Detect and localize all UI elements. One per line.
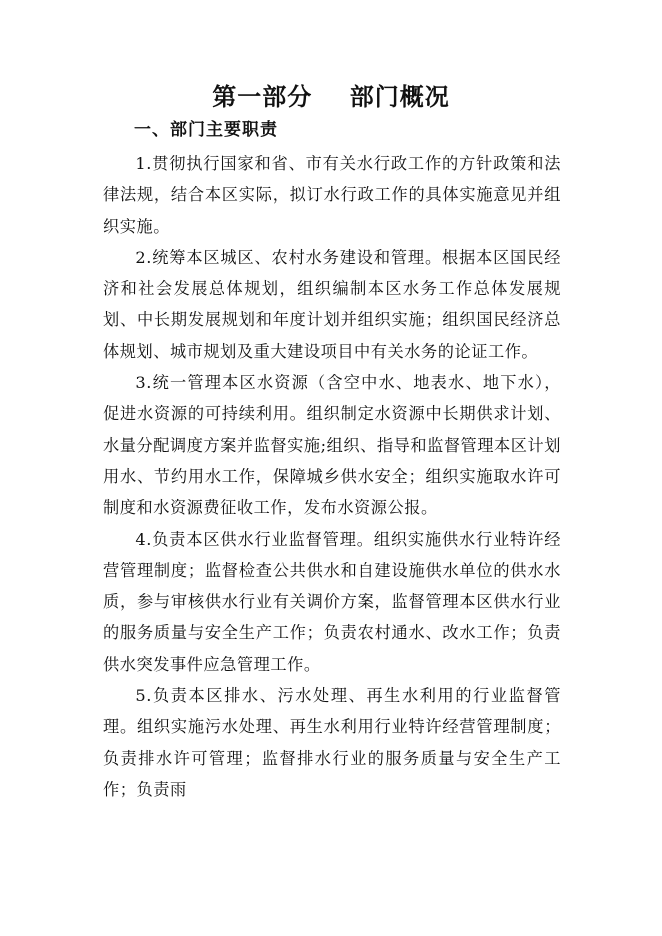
paragraph-duty-3: 3.统一管理本区水资源（含空中水、地表水、地下水），促进水资源的可持续利用。组织制定水资源中长期供求计划、水量分配调度方案并监督实施;组织、指导和监督管理本区计划用水、节约用水工作，保障城乡供水安全；组织实施取水许可制度和水资源费征收工作，发布水资源公报。 (103, 373, 561, 518)
page-title: 第一部分 部门概况 (212, 82, 450, 111)
body-text (103, 148, 561, 805)
paragraph-duty-1: 1.贯彻执行国家和省、市有关水行政工作的方针政策和法律法规，结合本区实际，拟订水行政工作的具体实施意见并组织实施。 (103, 154, 561, 236)
section-heading: 一、部门主要职责 (134, 120, 278, 140)
paragraph-duty-4: 4.负责本区供水行业监督管理。组织实施供水行业特许经营管理制度；监督检查公共供水和自建设施供水单位的供水水质，参与审核供水行业有关调价方案，监督管理本区供水行业的服务质量与安全生产工作；负责农村通水、改水工作；负责供水突发事件应急管理工作。 (103, 529, 561, 674)
paragraph-duty-2: 2.统筹本区城区、农村水务建设和管理。根据本区国民经济和社会发展总体规划，组织编制本区水务工作总体发展规划、中长期发展规划和年度计划并组织实施；组织国民经济总体规划、城市规划及重大建设项目中有关水务的论证工作。 (103, 247, 561, 361)
paragraph-duty-5: 5.负责本区排水、污水处理、再生水利用的行业监督管理。组织实施污水处理、再生水利用行业特许经营管理制度；负责排水许可管理；监督排水行业的服务质量与安全生产工作；负责雨 (103, 686, 561, 799)
